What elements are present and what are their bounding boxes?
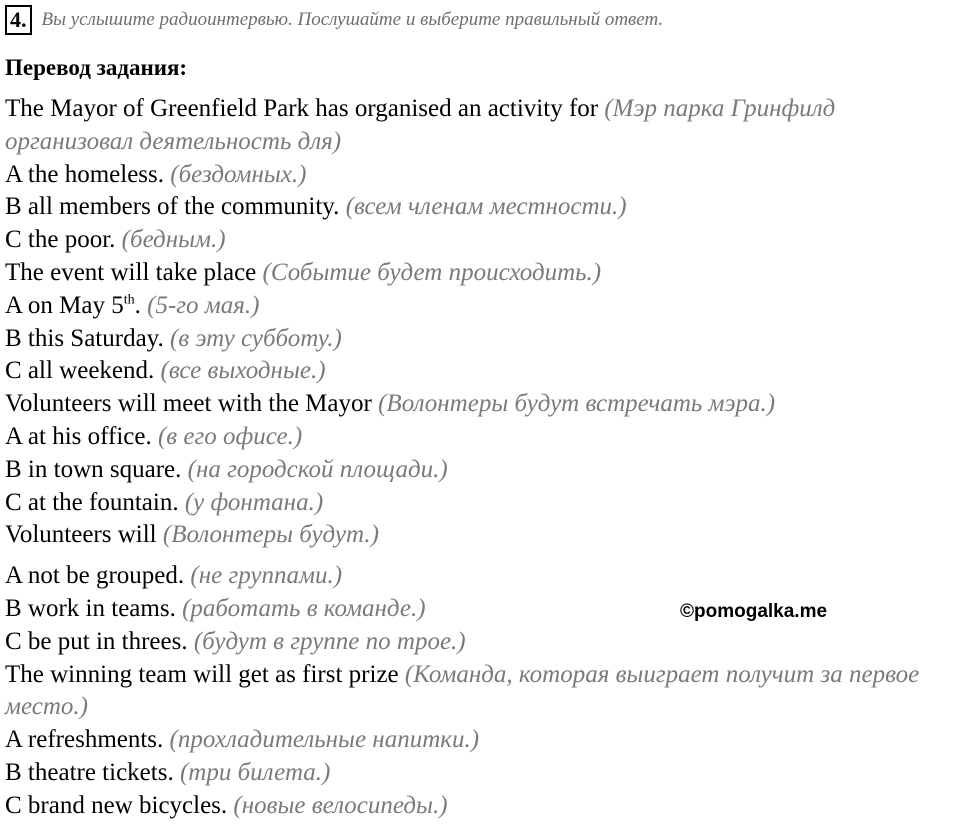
english-text: C be put in threes. — [5, 627, 188, 655]
russian-translation: (три билета.) — [179, 758, 331, 786]
russian-translation: (прохладительные напитки.) — [169, 726, 480, 754]
english-text: C the poor. — [5, 226, 116, 254]
option-line — [5, 790, 955, 823]
russian-translation: (5-го мая.) — [147, 291, 260, 319]
option-line — [5, 757, 955, 790]
russian-translation: (Событие будет происходить.) — [262, 258, 602, 286]
russian-translation: (будут в группе по трое.) — [193, 627, 466, 655]
english-text: B all members of the community. — [5, 193, 340, 221]
russian-translation: (работать в команде.) — [182, 594, 426, 622]
russian-translation: (новые велосипеды.) — [233, 791, 448, 819]
russian-translation: (Мэр парка Гринфилд организовал деятельность для) — [5, 95, 836, 155]
option-line — [5, 560, 955, 593]
english-text: The event will take place — [5, 258, 257, 286]
english-text: A refreshments. — [5, 726, 164, 754]
option-line — [5, 626, 955, 659]
ordinal-superscript: th — [123, 292, 135, 308]
russian-translation: (у фонтана.) — [184, 488, 324, 516]
english-text: Volunteers will — [5, 521, 157, 549]
option-line — [5, 454, 955, 487]
option-line — [5, 159, 955, 192]
russian-translation: (бедным.) — [121, 226, 226, 254]
russian-translation: (Команда, которая выиграет получит за первое место.) — [5, 660, 920, 721]
english-text: B work in teams. — [5, 594, 176, 622]
question-line — [5, 519, 955, 552]
question-line — [5, 388, 955, 421]
english-text: B in town square. — [5, 455, 182, 483]
english-text: The winning team will get as first prize — [5, 660, 399, 688]
english-text: C all weekend. — [5, 357, 155, 385]
site-watermark: ©pomogalka.me — [680, 601, 828, 622]
option-line — [5, 421, 955, 454]
russian-translation: (бездомных.) — [170, 160, 307, 188]
english-text: C brand new bicycles. — [5, 791, 228, 819]
russian-translation: (всем членам местности.) — [345, 193, 627, 221]
english-text: Volunteers will meet with the Mayor — [5, 390, 372, 418]
english-text-end: . — [134, 291, 141, 319]
english-text: A not be grouped. — [5, 562, 185, 590]
task-instruction: Вы услышите радиоинтервью. Послушайте и выберите правильный ответ. — [41, 9, 664, 30]
english-text: A the homeless. — [5, 160, 165, 188]
russian-translation: (в эту субботу.) — [170, 324, 342, 352]
english-text: The Mayor of Greenfield Park has organised an activity for — [5, 95, 599, 122]
option-line — [5, 290, 955, 323]
english-text: A at his office. — [5, 422, 152, 450]
task-header — [5, 4, 663, 36]
russian-translation: (Волонтеры будут встречать мэра.) — [378, 390, 776, 418]
russian-translation: (на городской площади.) — [187, 455, 448, 483]
english-text: B this Saturday. — [5, 324, 164, 352]
option-line — [5, 323, 955, 356]
option-line — [5, 355, 955, 388]
russian-translation: (все выходные.) — [160, 357, 326, 385]
task-number: 4. — [5, 5, 32, 35]
translation-heading: Перевод задания: — [5, 55, 188, 80]
russian-translation: (в его офисе.) — [157, 422, 303, 450]
option-line — [5, 487, 955, 520]
english-text: A on May 5 — [5, 291, 124, 319]
option-line — [5, 224, 955, 257]
english-text: B theatre tickets. — [5, 758, 174, 786]
question-line — [5, 257, 955, 290]
russian-translation: (не группами.) — [190, 562, 343, 590]
question-line — [5, 659, 955, 725]
question-line — [5, 93, 955, 159]
option-line — [5, 191, 955, 224]
english-text: C at the fountain. — [5, 488, 179, 516]
option-line — [5, 724, 955, 757]
translation-lines — [5, 93, 955, 823]
russian-translation: (Волонтеры будут.) — [162, 521, 379, 549]
